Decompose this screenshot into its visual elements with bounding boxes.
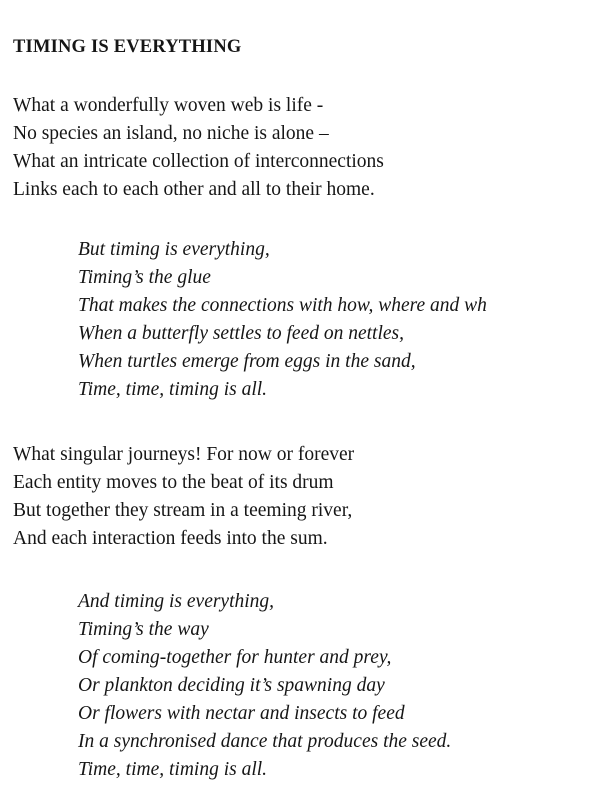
poem-line: What an intricate collection of interconnections	[13, 151, 384, 172]
poem-line: Links each to each other and all to their home.	[13, 179, 375, 200]
poem-line: But timing is everything,	[78, 239, 270, 260]
poem-line: When a butterfly settles to feed on nettles,	[78, 323, 405, 344]
poem-line: And each interaction feeds into the sum.	[13, 528, 328, 549]
stanza-verse-1	[13, 92, 384, 204]
poem-line: When turtles emerge from eggs in the sand,	[78, 351, 416, 372]
poem-line: What singular journeys! For now or forever	[13, 444, 355, 465]
poem-line: In a synchronised dance that produces the seed.	[78, 731, 452, 752]
poem-line: But together they stream in a teeming river,	[13, 500, 353, 521]
poem-line: What a wonderfully woven web is life -	[13, 95, 324, 116]
poem-line: Or plankton deciding it’s spawning day	[78, 675, 385, 696]
poem-line: That makes the connections with how, where and wh	[78, 295, 487, 316]
stanza-verse-2	[13, 441, 354, 553]
poem-line: Or flowers with nectar and insects to feed	[78, 703, 405, 724]
stanza-chorus-1	[78, 236, 487, 404]
poem-line: No species an island, no niche is alone –	[13, 123, 329, 144]
poem-title: TIMING IS EVERYTHING	[13, 37, 242, 57]
poem-line: Timing’s the way	[78, 619, 209, 640]
poem-line: Time, time, timing is all.	[78, 759, 268, 780]
poem-line: Of coming-together for hunter and prey,	[78, 647, 392, 668]
poem-line: Timing’s the glue	[78, 267, 211, 288]
stanza-chorus-2	[78, 588, 451, 784]
poem-line: And timing is everything,	[78, 591, 275, 612]
poem-line: Each entity moves to the beat of its drum	[13, 472, 334, 493]
poem-line: Time, time, timing is all.	[78, 379, 268, 400]
